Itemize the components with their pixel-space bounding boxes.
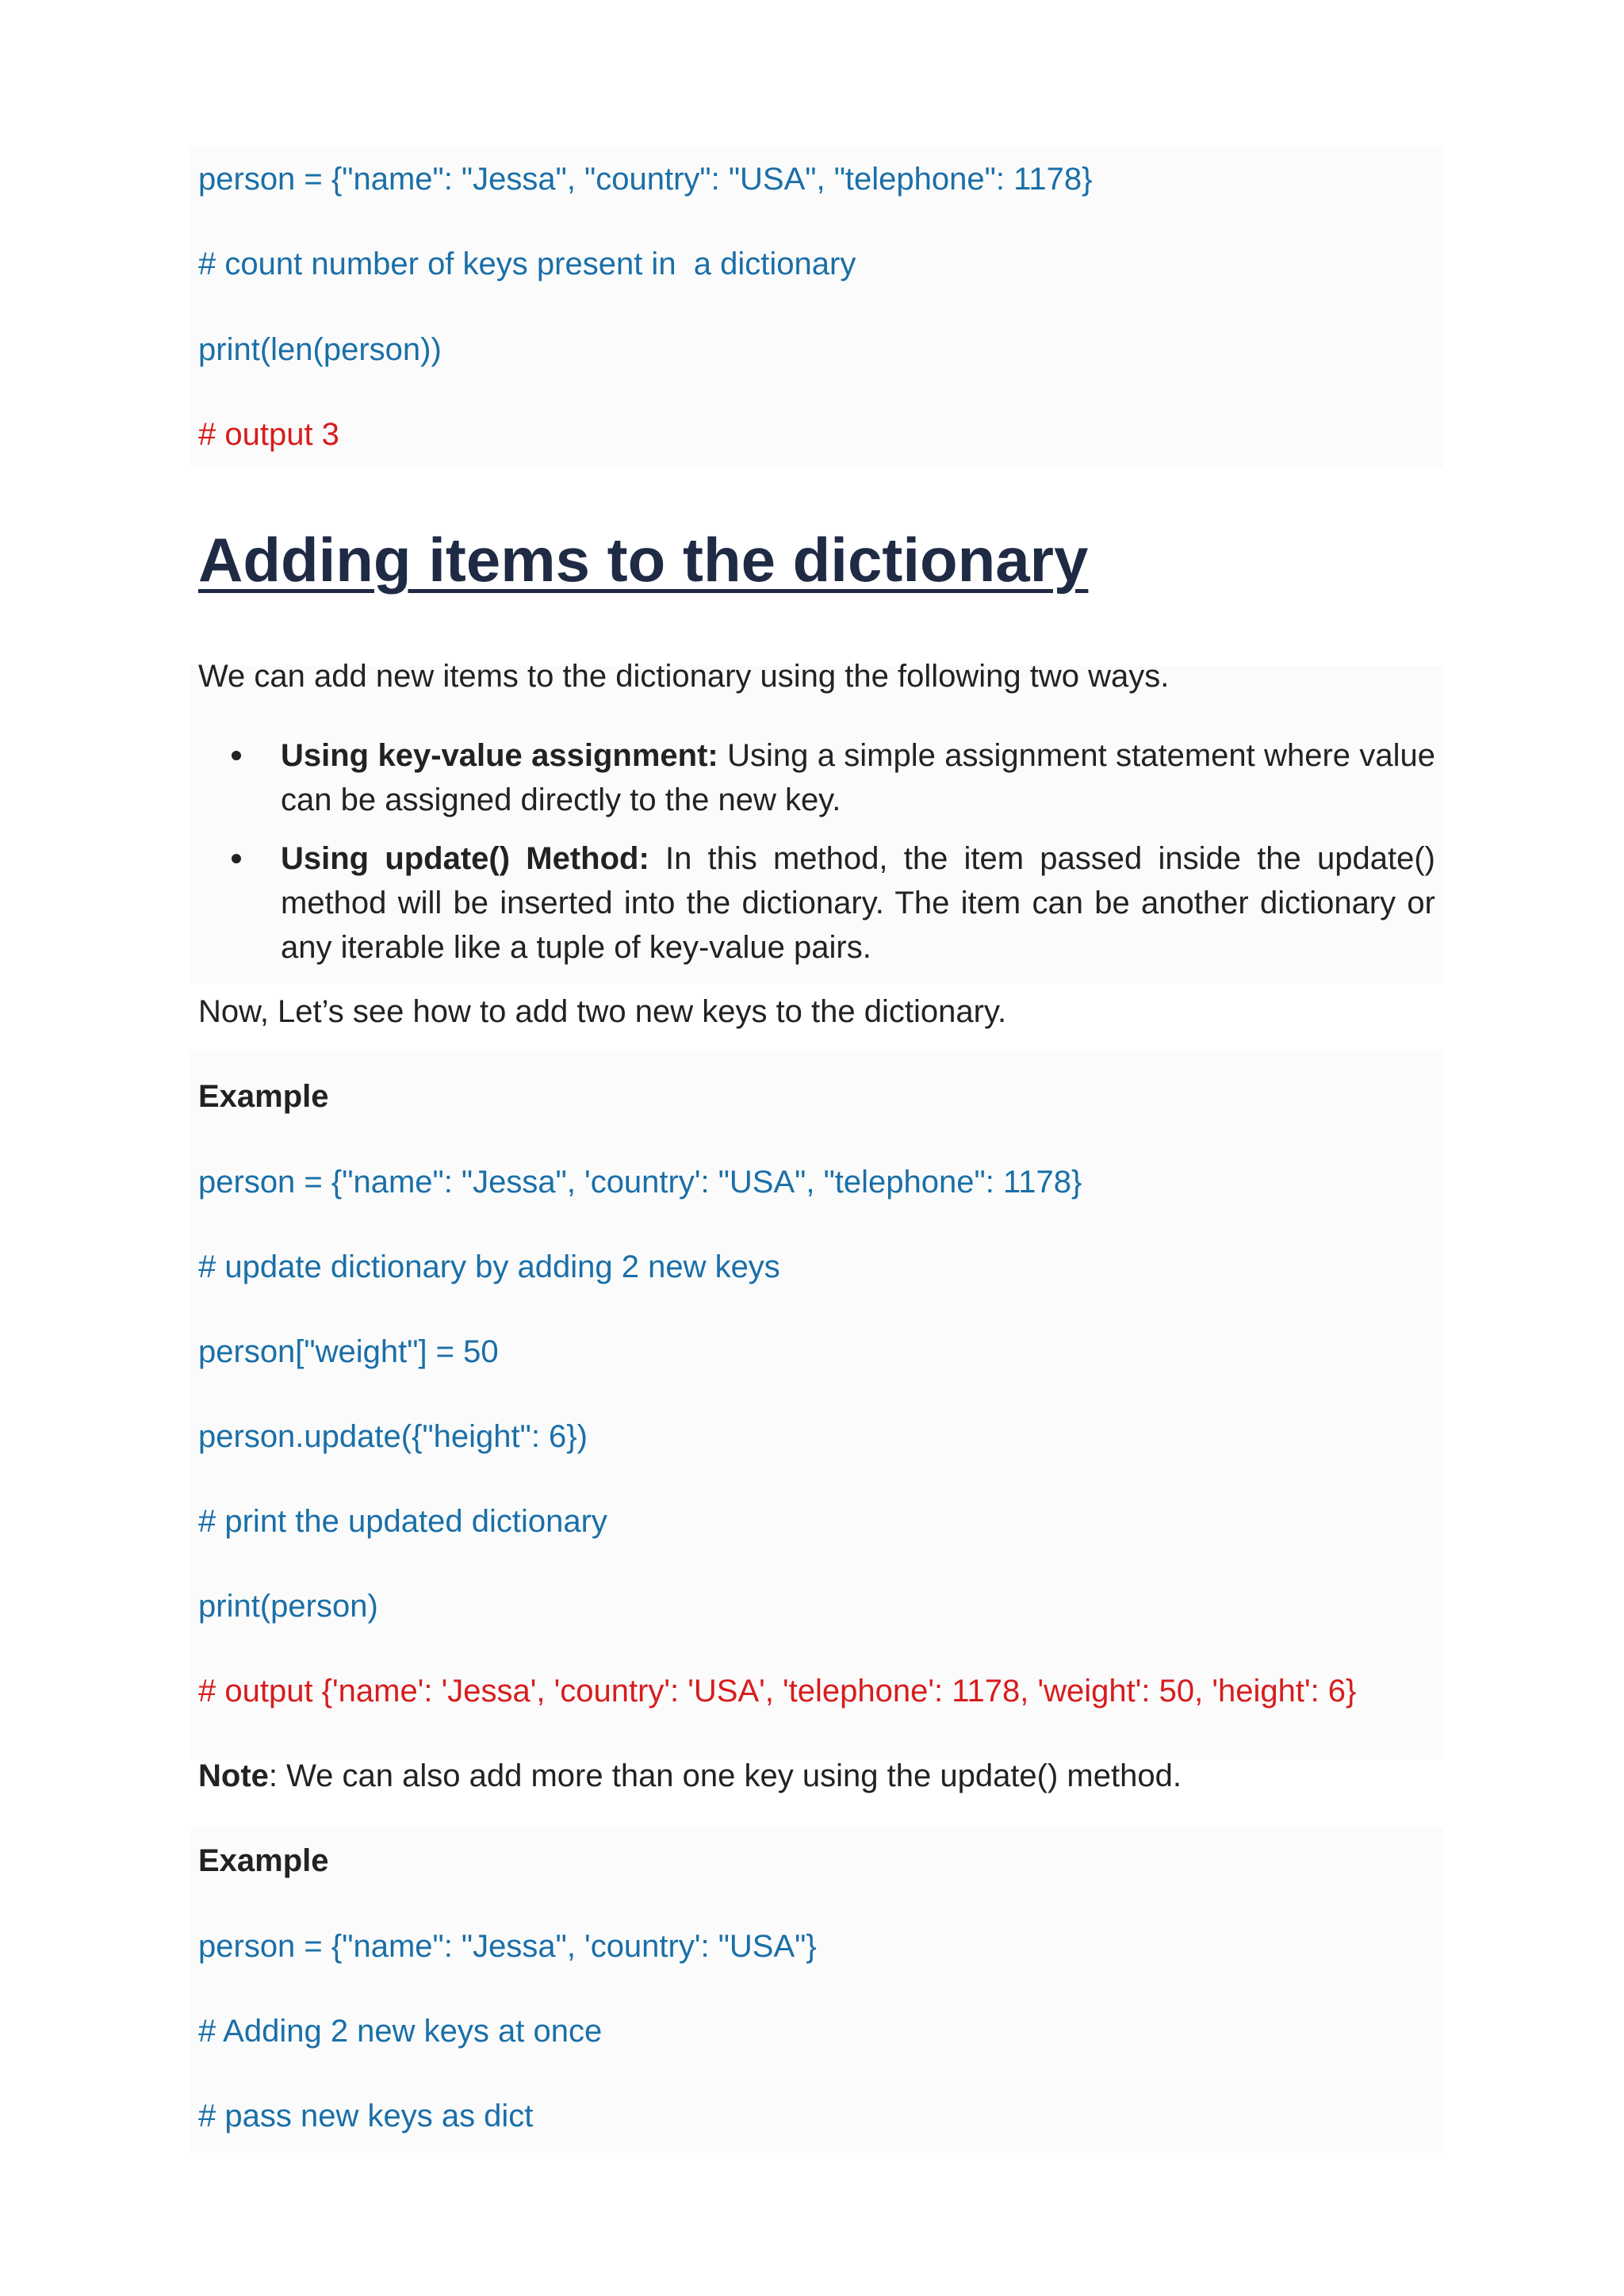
list-item <box>198 836 1435 970</box>
code-comment: # update dictionary by adding 2 new keys <box>198 1249 780 1284</box>
code-line: person = {"name": "Jessa", "country": "USA", "telephone": 1178} <box>198 162 1093 197</box>
list-item-label: Using key-value assignment: <box>281 738 718 773</box>
intro-paragraph: We can add new items to the dictionary using the following two ways. <box>198 659 1170 694</box>
code-comment: # count number of keys present in a dictionary <box>198 247 856 281</box>
note-text: : We can also add more than one key using the update() method. <box>268 1758 1182 1793</box>
example-title: Example <box>198 1843 329 1878</box>
methods-list <box>198 733 1435 984</box>
code-output: # output 3 <box>198 417 339 452</box>
bullet-icon <box>232 854 241 863</box>
code-line: person = {"name": "Jessa", 'country': "USA"} <box>198 1929 817 1964</box>
section-heading: Adding items to the dictionary <box>198 525 1089 595</box>
code-line: person.update({"height": 6}) <box>198 1419 588 1454</box>
followup-paragraph: Now, Let’s see how to add two new keys to the dictionary. <box>198 994 1007 1029</box>
example-title: Example <box>198 1079 329 1114</box>
code-comment: # pass new keys as dict <box>198 2099 534 2133</box>
code-line: print(len(person)) <box>198 332 442 367</box>
code-block-background <box>190 1050 1443 1760</box>
note-label: Note <box>198 1758 269 1793</box>
list-item-text: In this method, the item passed inside the update() method will be inserted into the dictionary. The item can be another dictionary or any iterable like a tuple of key-value pairs. <box>281 841 1435 965</box>
code-line: person = {"name": "Jessa", 'country': "USA", "telephone": 1178} <box>198 1165 1082 1200</box>
list-item-label: Using update() Method: <box>281 841 649 876</box>
code-comment: # Adding 2 new keys at once <box>198 2014 603 2049</box>
code-line: person["weight"] = 50 <box>198 1334 499 1369</box>
code-line: print(person) <box>198 1589 378 1624</box>
bullet-icon <box>232 751 241 760</box>
note-paragraph <box>198 1755 1182 1797</box>
list-item-text: Using a simple assignment statement where value can be assigned directly to the new key. <box>281 738 1435 817</box>
code-output: # output {'name': 'Jessa', 'country': 'USA', 'telephone': 1178, 'weight': 50, 'height': 6} <box>198 1674 1357 1709</box>
code-comment: # print the updated dictionary <box>198 1504 607 1539</box>
list-item <box>198 733 1435 822</box>
